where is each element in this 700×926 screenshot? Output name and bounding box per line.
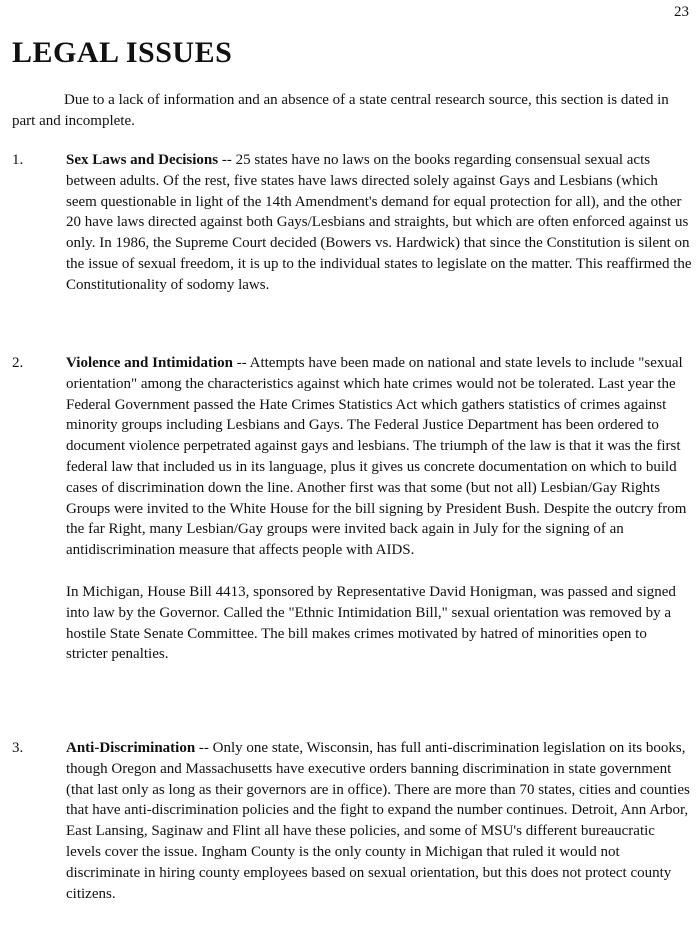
- item-separator: --: [218, 152, 236, 168]
- item-text: 25 states have no laws on the books regarding consensual sexual acts between adults. Of the rest, five states have laws directed solely against Gays and Lesbians (which seem questionable in light of the 14th Amendment's demand for equal protection for all), and the other 20 have laws directed against both Gays/Lesbians and straights, but which are often enforced against us only. In 1986, the Supreme Court decided (Bowers vs. Hardwick) that since the Constitution is silent on the issue of sexual freedom, it is up to the individual states to legislate on the matter. This reaffirmed the Constitutionality of sodomy laws.: [66, 152, 692, 293]
- item-number: 2.: [12, 355, 24, 371]
- list-item-violence: [12, 353, 692, 665]
- item-body: [66, 353, 692, 665]
- item-paragraph: [66, 353, 692, 561]
- item-separator: --: [195, 740, 213, 756]
- page-title: LEGAL ISSUES: [12, 36, 233, 69]
- item-paragraph: [66, 738, 692, 904]
- page-number: 23: [674, 4, 689, 20]
- list-item-sex-laws: [12, 150, 692, 296]
- item-text: Only one state, Wisconsin, has full anti-discrimination legislation on its books, though Oregon and Massachusetts have executive orders banning discrimination in state government (that last only as long as their governors are in office). There are more than 70 states, cities and counties that have anti-discrimination policies and the fight to expand the number continues. Detroit, Ann Arbor, East Lansing, Saginaw and Flint all have these policies, and some of MSU's different bureaucratic levels cover the issue. Ingham County is the only county in Michigan that ruled it would not discriminate in hiring county employees based on sexual orientation, but this does not protect county citizens.: [66, 740, 690, 902]
- item-separator: --: [232, 355, 250, 371]
- list-item-anti-discrimination: [12, 738, 692, 904]
- item-body: [66, 738, 692, 904]
- intro-paragraph: Due to a lack of information and an absence of a state central research source, this section is dated in part and incomplete.: [12, 92, 669, 129]
- item-heading: Sex Laws and Decisions: [66, 152, 219, 168]
- item-heading: Violence and Intimidation: [66, 355, 233, 371]
- item-body: [66, 150, 692, 296]
- item-number: 3.: [12, 740, 24, 756]
- item-number: 1.: [12, 152, 24, 168]
- item-paragraph: [66, 150, 692, 296]
- item-text: Attempts have been made on national and state levels to include "sexual orientation" among the characteristics against which hate crimes would not be tolerated. Last year the Federal Government passed the Hate Crimes Statistics Act which gathers statistics of crimes against minority groups including Lesbians and Gays. The Federal Justice Department has been ordered to document violence perpetrated against gays and lesbians. The triumph of the law is that it was the first federal law that included us in its language, plus it gives us concrete documentation on which to build cases of discrimination down the line. Another first was that some (but not all) Lesbian/Gay Rights Groups were invited to the White House for the bill signing by President Bush. Despite the outcry from the far Right, many Lesbian/Gay groups were invited back again in July for the signing of an antidiscrimination measure that affects people with AIDS.: [66, 355, 687, 559]
- item-heading: Anti-Discrimination: [66, 740, 196, 756]
- item-extra-paragraph: In Michigan, House Bill 4413, sponsored by Representative David Honigman, was passed and signed into law by the Governor. Called the "Ethnic Intimidation Bill," sexual orientation was removed by a hostile State Senate Committee. The bill makes crimes motivated by hatred of minorities open to stricter penalties.: [66, 583, 676, 663]
